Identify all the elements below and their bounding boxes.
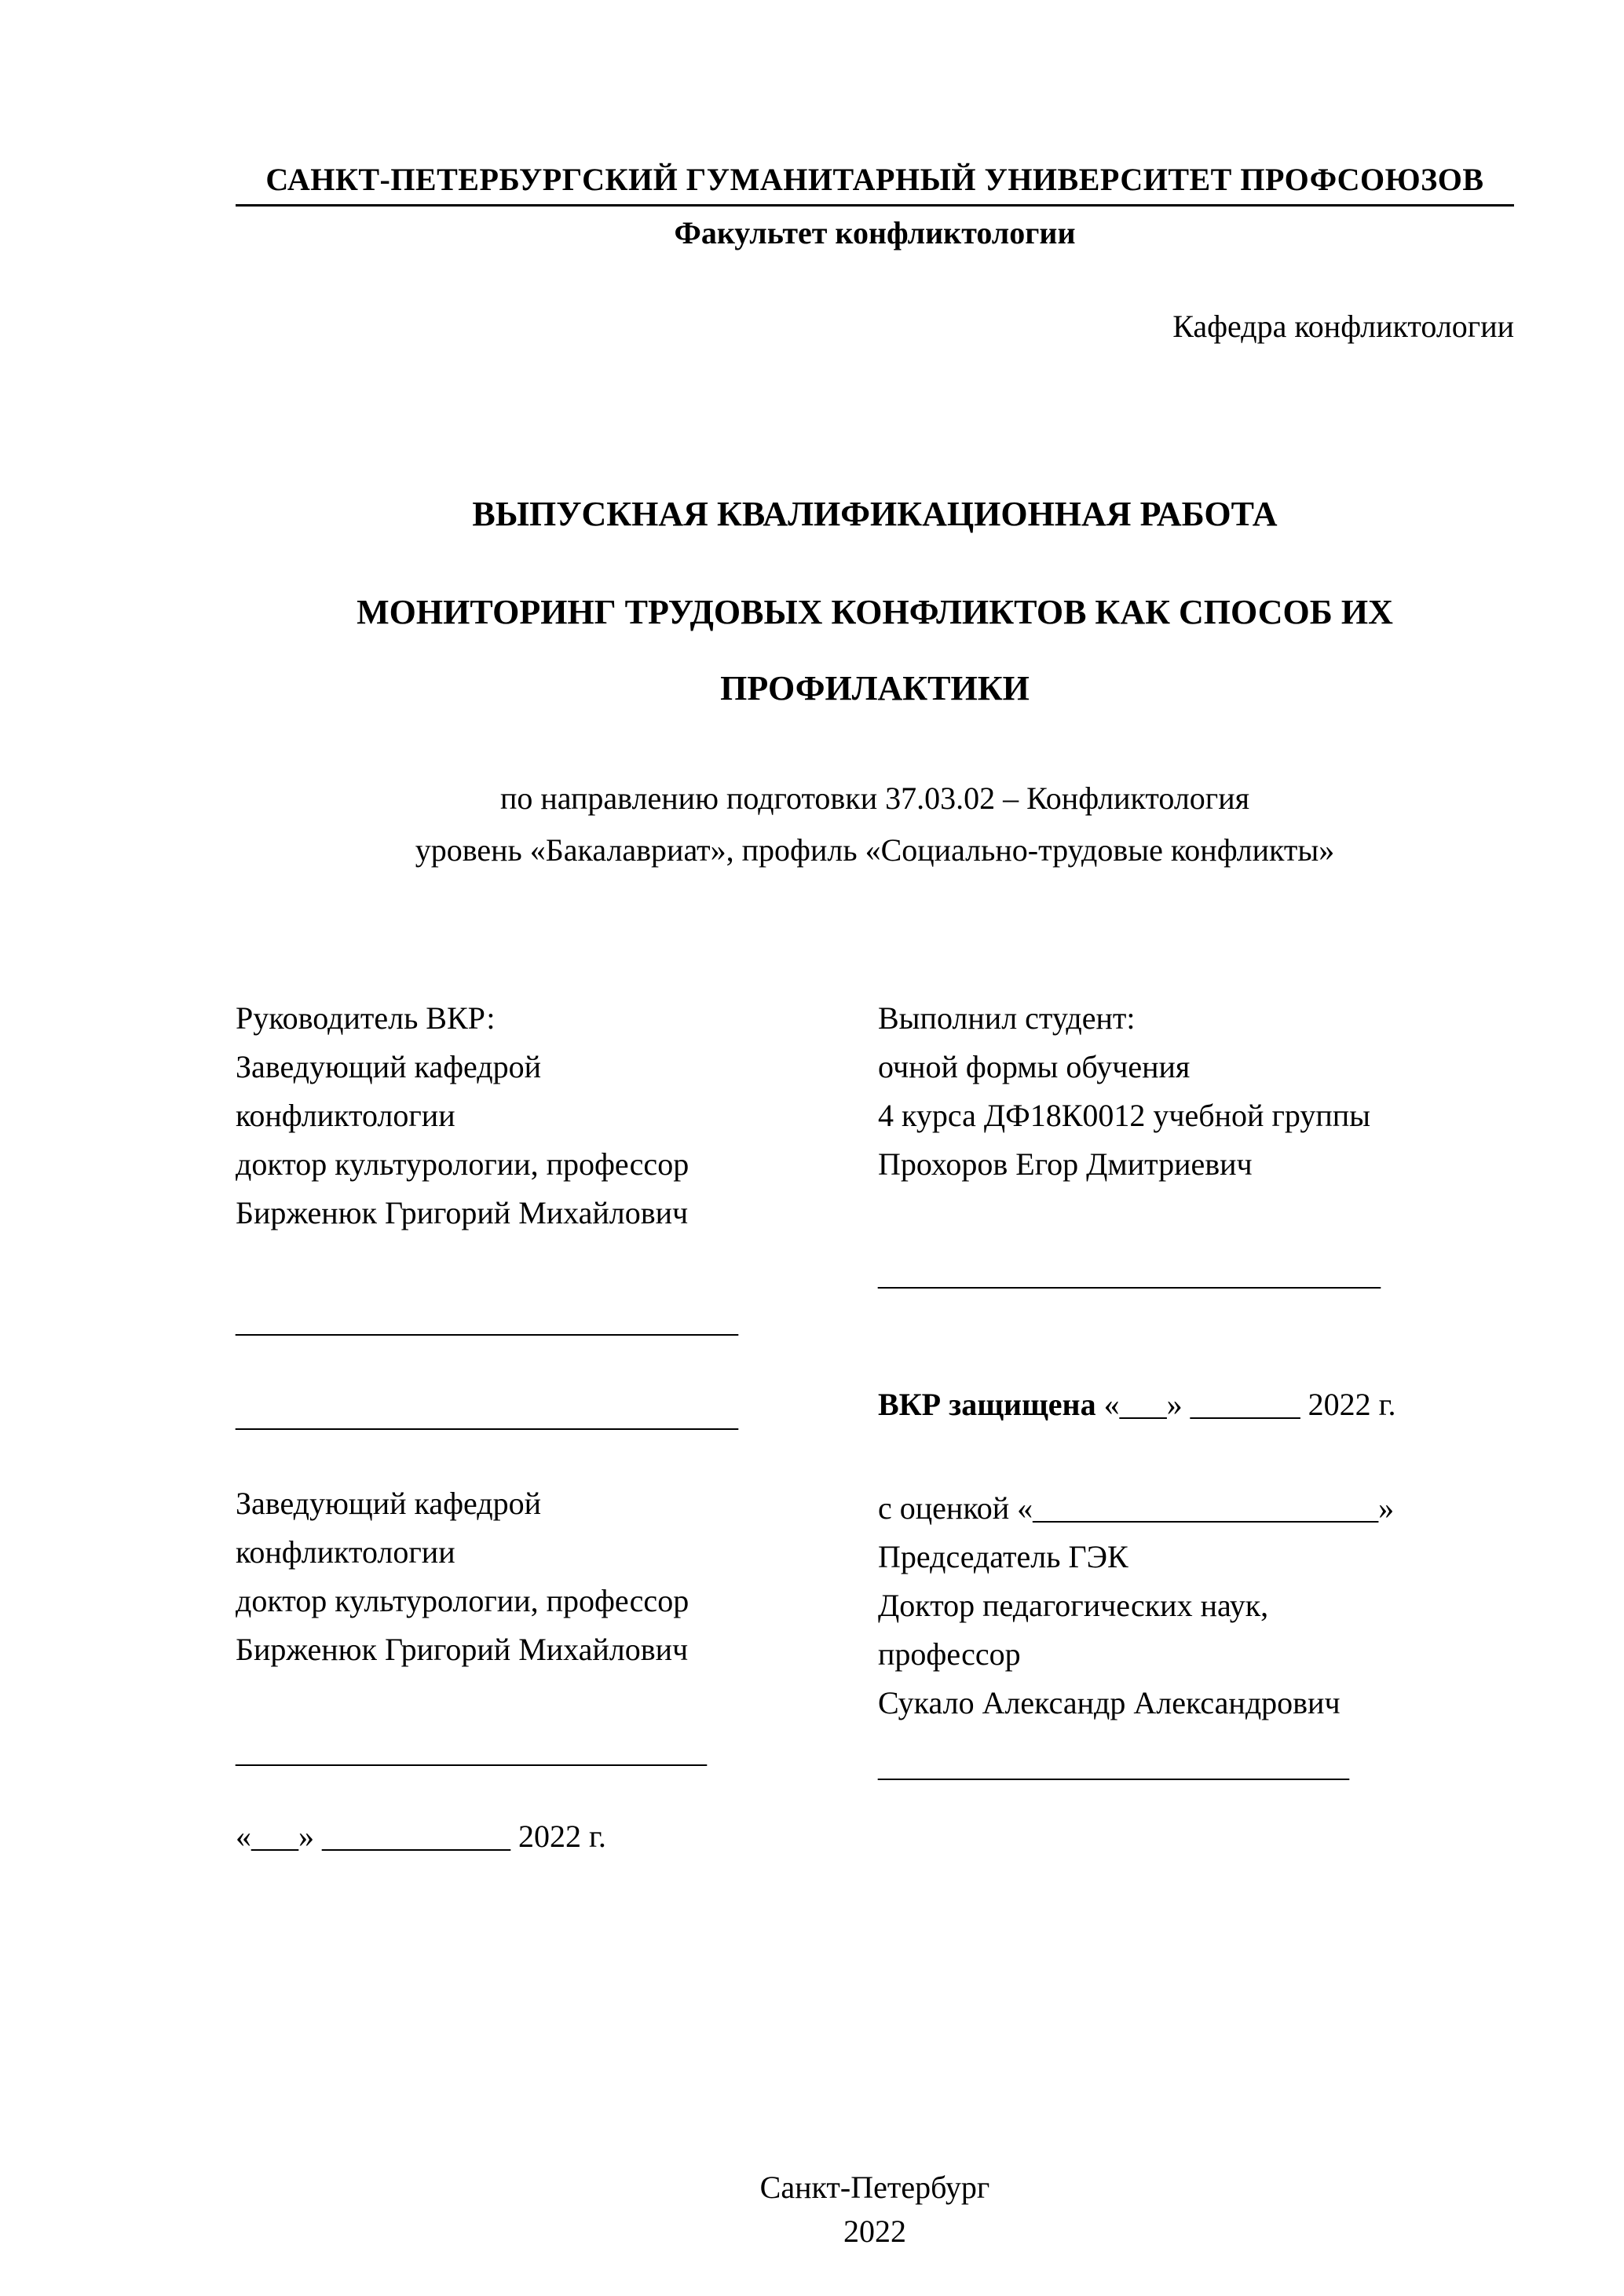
date-blank-line: «___» ____________ 2022 г. — [236, 1818, 606, 1854]
department-head-block — [236, 1479, 847, 1674]
signature-columns — [236, 994, 1514, 1861]
student-line: очной формы обучения — [878, 1048, 1191, 1084]
work-type-heading: ВЫПУСКНАЯ КВАЛИФИКАЦИОННАЯ РАБОТА — [472, 495, 1278, 533]
footer-city: Санкт-Петербург — [759, 2170, 990, 2205]
signature-blank-line: ________________________________ — [236, 1397, 738, 1433]
department-head-line: Бирженюк Григорий Михайлович — [236, 1631, 689, 1667]
committee-line: профессор — [878, 1636, 1021, 1672]
department-name: Кафедра конфликтологии — [1172, 309, 1514, 344]
student-heading: Выполнил студент: — [878, 1000, 1136, 1036]
supervisor-heading: Руководитель ВКР: — [236, 1000, 496, 1036]
signature-blank-line: ________________________________ — [878, 1256, 1381, 1292]
committee-line: Сукало Александр Александрович — [878, 1684, 1341, 1720]
university-name: САНКТ-ПЕТЕРБУРГСКИЙ ГУМАНИТАРНЫЙ УНИВЕРСИТЕТ ПРОФСОЮЗОВ — [236, 161, 1514, 207]
signature-blank-line: ________________________________ — [236, 1303, 738, 1339]
signature-blank-line: ______________________________ — [236, 1733, 707, 1769]
signature-blank-line: ______________________________ — [878, 1747, 1349, 1783]
student-line: Прохоров Егор Дмитриевич — [878, 1146, 1253, 1182]
student-column — [878, 994, 1514, 1861]
footer — [236, 2166, 1514, 2254]
committee-line: Доктор педагогических наук, — [878, 1587, 1269, 1623]
student-line: 4 курса ДФ18К0012 учебной группы — [878, 1097, 1371, 1133]
defense-date-blank: «___» _______ 2022 г. — [1095, 1386, 1396, 1422]
supervisor-line: конфликтологии — [236, 1097, 455, 1133]
department-head-line: конфликтологии — [236, 1534, 455, 1570]
program-level-profile: уровень «Бакалавриат», профиль «Социально-трудовые конфликты» — [415, 832, 1335, 868]
supervisor-line: Бирженюк Григорий Михайлович — [236, 1194, 689, 1230]
thesis-title-line-2: ПРОФИЛАКТИКИ — [720, 668, 1030, 707]
supervisor-column — [236, 994, 878, 1861]
footer-year: 2022 — [843, 2214, 906, 2249]
faculty-name: Факультет конфликтологии — [674, 215, 1076, 250]
thesis-title — [236, 575, 1514, 727]
grade-blank-line: с оценкой «______________________» — [878, 1490, 1395, 1526]
defense-date-line — [878, 1380, 1514, 1429]
defense-label: ВКР защищена — [878, 1386, 1096, 1422]
committee-line: Председатель ГЭК — [878, 1538, 1128, 1574]
program-info — [236, 773, 1514, 876]
department-head-line: доктор культурологии, профессор — [236, 1582, 689, 1618]
supervisor-line: Заведующий кафедрой — [236, 1048, 542, 1084]
supervisor-line: доктор культурологии, профессор — [236, 1146, 689, 1182]
department-head-line: Заведующий кафедрой — [236, 1485, 542, 1521]
thesis-title-line-1: МОНИТОРИНГ ТРУДОВЫХ КОНФЛИКТОВ КАК СПОСОБ ИХ — [357, 593, 1393, 631]
program-direction: по направлению подготовки 37.03.02 – Конфликтология — [499, 780, 1250, 816]
